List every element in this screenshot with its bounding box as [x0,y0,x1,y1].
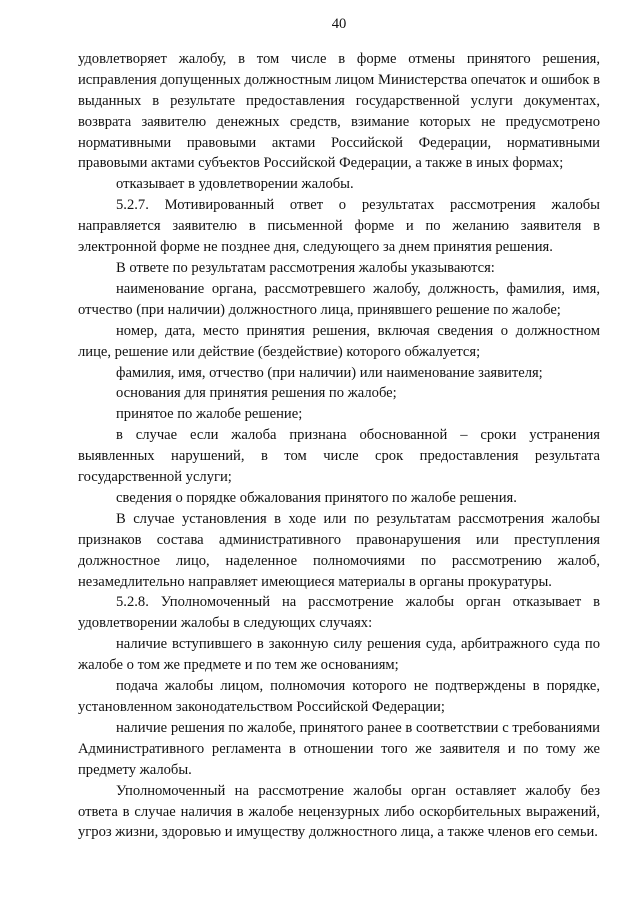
page-number: 40 [331,16,347,32]
paragraph: наименование органа, рассмотревшего жалобу, должность, фамилия, имя, отчество (при наличии) должностного лица, принявшего решение по жалобе; [78,280,600,318]
paragraph: сведения о порядке обжалования принятого по жалобе решения. [116,489,517,506]
paragraph: В ответе по результатам рассмотрения жалобы указываются: [116,259,495,276]
paragraph: принятое по жалобе решение; [116,406,303,423]
paragraph: основания для принятия решения по жалобе; [116,385,397,402]
document-body [78,49,600,843]
paragraph: 5.2.7. Мотивированный ответ о результатах рассмотрения жалобы направляется заявителю в письменной форме и по желанию заявителя в электронной форме не позднее дня, следующего за днем принятия решения. [78,197,600,256]
paragraph: отказывает в удовлетворении жалобы. [116,176,354,193]
paragraph: в случае если жалоба признана обоснованной – сроки устранения выявленных нарушений, в том числе срок предоставления результата государственной услуги; [78,427,600,486]
paragraph: удовлетворяет жалобу, в том числе в форме отмены принятого решения, исправления допущенных должностным лицом Министерства опечаток и ошибок в выданных в результате предоставления государственной услуги документах, возврата заявителю денежных средств, взимание которых не предусмотрено нормативными правовыми актами Российской Федерации, нормативными правовыми актами субъектов Российской Федерации, а также в иных формах; [78,50,600,172]
paragraph: Уполномоченный на рассмотрение жалобы орган оставляет жалобу без ответа в случае наличия в жалобе нецензурных либо оскорбительных выражений, угроз жизни, здоровью и имуществу должностного лица, а также членов его семьи. [78,782,600,841]
paragraph: В случае установления в ходе или по результатам рассмотрения жалобы признаков состава административного правонарушения или преступления должностное лицо, наделенное полномочиями по рассмотрению жалоб, незамедлительно направляет имеющиеся материалы в органы прокуратуры. [78,510,600,590]
paragraph: наличие решения по жалобе, принятого ранее в соответствии с требованиями Административного регламента в отношении того же заявителя и по тому же предмету жалобы. [78,719,600,778]
paragraph: 5.2.8. Уполномоченный на рассмотрение жалобы орган отказывает в удовлетворении жалобы в следующих случаях: [78,594,600,632]
paragraph: фамилия, имя, отчество (при наличии) или наименование заявителя; [116,364,543,381]
paragraph: подача жалобы лицом, полномочия которого не подтверждены в порядке, установленном законодательством Российской Федерации; [78,678,600,715]
paragraph: наличие вступившего в законную силу решения суда, арбитражного суда по жалобе о том же предмете и по тем же основаниям; [78,636,600,674]
paragraph: номер, дата, место принятия решения, включая сведения о должностном лице, решение или действие (бездействие) которого обжалуется; [78,322,600,360]
document-page [78,14,600,843]
